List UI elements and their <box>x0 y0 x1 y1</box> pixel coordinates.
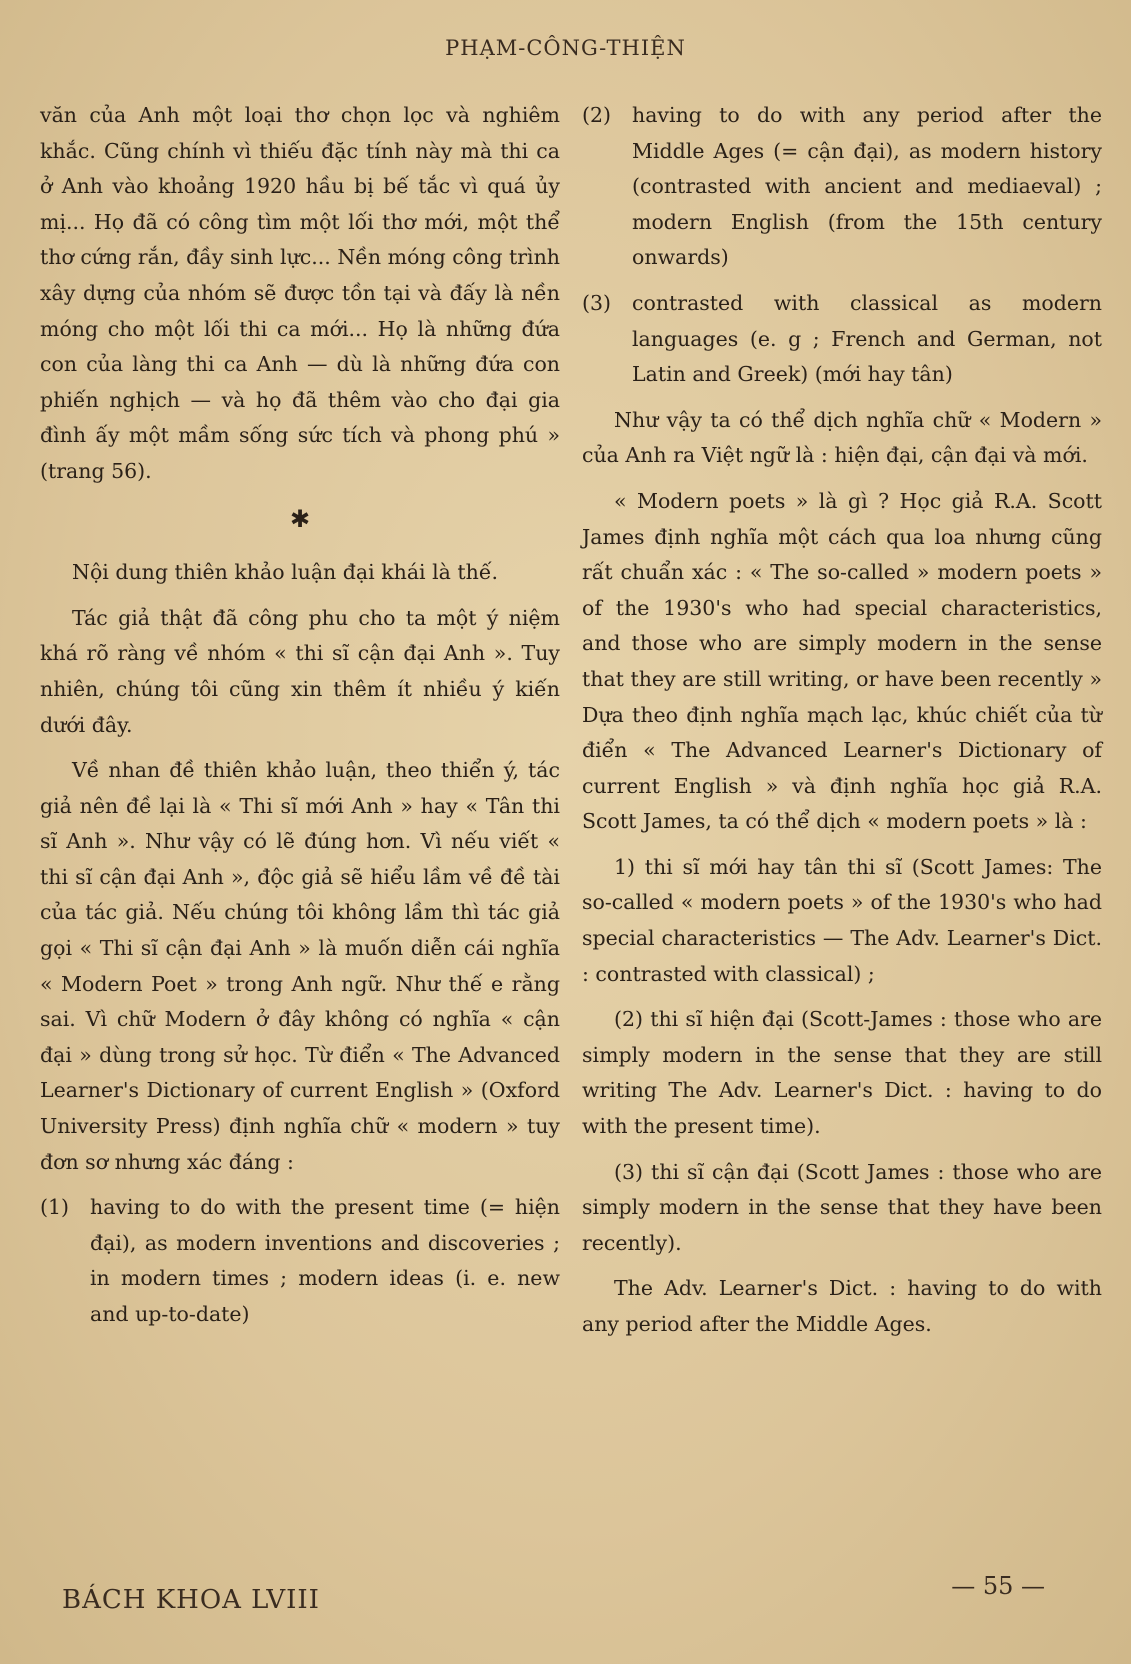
paragraph: văn của Anh một loại thơ chọn lọc và nghiêm khắc. Cũng chính vì thiếu đặc tính này mà thi ca ở Anh vào khoảng 1920 hầu bị bế tắc vì quá ủy mị... Họ đã có công tìm một lối thơ mới, một thể thơ cứng rắn, đầy sinh lực... Nền móng công trình xây dựng của nhóm sẽ được tồn tại và đấy là nền móng cho một lối thi ca mới... Họ là những đứa con của làng thi ca Anh — dù là những đứa con phiến nghịch — và họ đã thêm vào cho đại gia đình ấy một mầm sống sức tích và phong phú » (trang 56). <box>40 103 560 483</box>
left-column <box>40 98 560 1343</box>
paragraph: (3) thi sĩ cận đại (Scott James : those who are simply modern in the sense that they have been recently). <box>582 1159 1102 1255</box>
page-number: — 55 — <box>951 1572 1045 1600</box>
item-number: (2) <box>582 103 612 127</box>
item-number: (1) <box>40 1195 70 1220</box>
right-column <box>582 98 1102 1353</box>
paragraph: Về nhan đề thiên khảo luận, theo thiển ý, tác giả nên đề lại là « Thi sĩ mới Anh » hay « Tân thi sĩ Anh ». Như vậy có lẽ đúng hơn. Vì nếu viết « thi sĩ cận đại Anh », độc giả sẽ hiểu lầm về đề tài của tác giả. Nếu chúng tôi không lầm thì tác giả gọi « Thi sĩ cận đại Anh » là muốn diễn cái nghĩa « Modern Poet » trong Anh ngữ. Như thế e rằng sai. Vì chữ Modern ở đây không có nghĩa « cận đại » dùng trong sử học. Từ điển « The Advanced Learner's Dictionary of current English » (Oxford University Press) định nghĩa chữ « modern » tuy đơn sơ nhưng xác đáng : <box>40 758 560 1174</box>
running-header: PHẠM-CÔNG-THIỆN <box>445 36 686 60</box>
magazine-footer: BÁCH KHOA LVIII <box>62 1585 320 1615</box>
paragraph: Như vậy ta có thể dịch nghĩa chữ « Modern » của Anh ra Việt ngữ là : hiện đại, cận đại và mới. <box>582 407 1102 468</box>
paragraph: Nội dung thiên khảo luận đại khái là thế. <box>72 560 498 585</box>
section-divider-star: ✱ <box>289 504 311 533</box>
paragraph: (2) thi sĩ hiện đại (Scott-James : those who are simply modern in the sense that they are still writing The Adv. Learner's Dict. : having to do with the present time). <box>582 1007 1102 1139</box>
definition-item <box>582 98 1102 276</box>
definition-item <box>582 286 1102 393</box>
paragraph: The Adv. Learner's Dict. : having to do with any period after the Middle Ages. <box>582 1276 1102 1336</box>
paragraph: 1) thi sĩ mới hay tân thi sĩ (Scott James: The so-called « modern poets » of the 1930's who had special characteristics — The Adv. Learner's Dict. : contrasted with classical) ; <box>582 854 1102 986</box>
item-text: having to do with any period after the Middle Ages (= cận đại), as modern history (contrasted with ancient and mediaeval) ; modern English (from the 15th century onwards) <box>632 103 1102 270</box>
item-number: (3) <box>582 290 612 315</box>
item-text: having to do with the present time (= hiện đại), as modern inventions and discoveries ; in modern times ; modern ideas (i. e. new and up-to-date) <box>90 1195 560 1326</box>
item-text: contrasted with classical as modern languages (e. g ; French and German, not Latin and Greek) (mới hay tân) <box>632 290 1102 387</box>
paragraph: Tác giả thật đã công phu cho ta một ý niệm khá rõ ràng về nhóm « thi sĩ cận đại Anh ». Tuy nhiên, chúng tôi cũng xin thêm ít nhiều ý kiến dưới đây. <box>40 605 560 737</box>
paragraph: « Modern poets » là gì ? Học giả R.A. Scott James định nghĩa một cách qua loa nhưng cũng rất chuẩn xác : « The so-called » modern poets » of the 1930's who had special characteristics, and those who are simply modern in the sense that they are still writing, or have been recently » Dựa theo định nghĩa mạch lạc, khúc chiết của từ điển « The Advanced Learner's Dictionary of current English » và định nghĩa học giả R.A. Scott James, ta có thể dịch « modern poets » là : <box>582 488 1102 834</box>
definition-item <box>40 1190 560 1332</box>
